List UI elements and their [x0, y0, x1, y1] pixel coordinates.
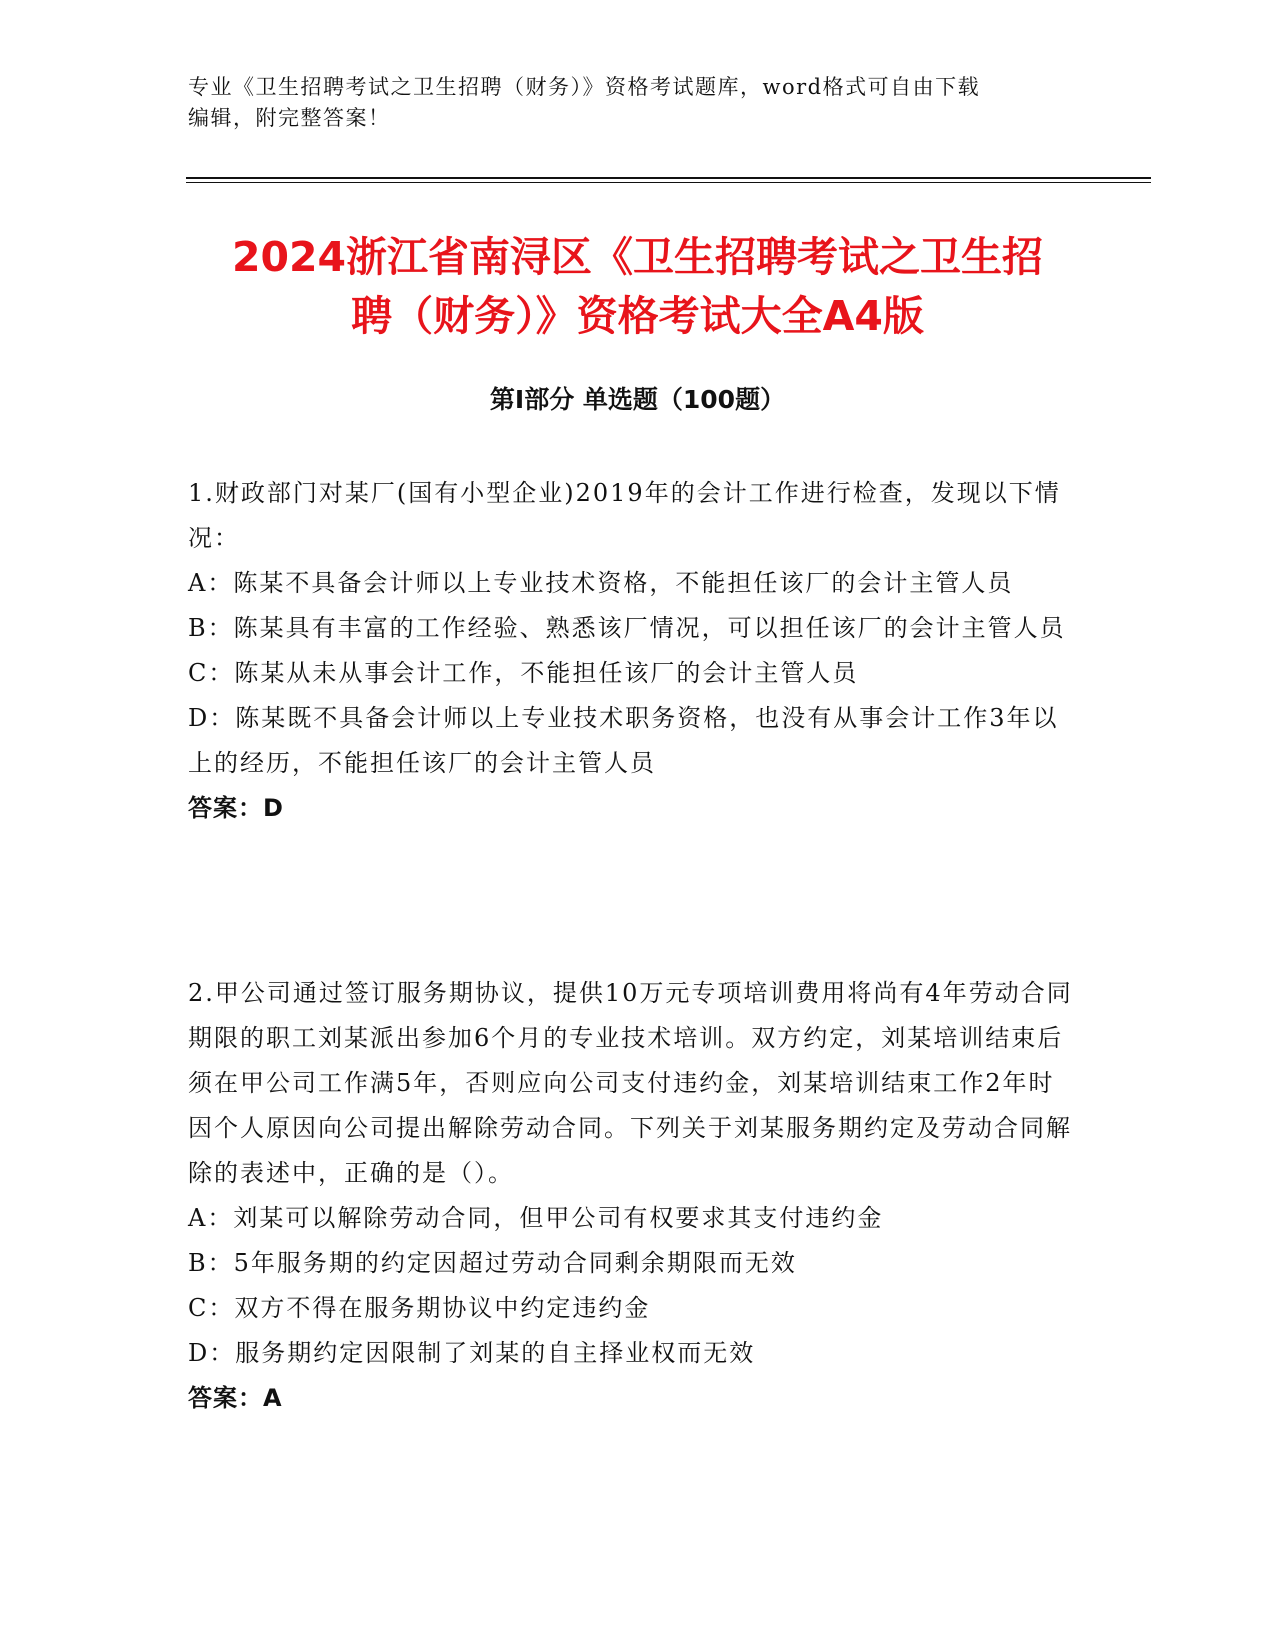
document-title-line-2: 聘（财务）》资格考试大全A4版	[351, 292, 924, 340]
question-block-2	[188, 971, 1078, 1421]
document-title	[150, 228, 1125, 346]
option-b: B：陈某具有丰富的工作经验、熟悉该厂情况，可以担任该厂的会计主管人员	[188, 614, 1066, 642]
option-a: A：陈某不具备会计师以上专业技术资格，不能担任该厂的会计主管人员	[188, 569, 1014, 597]
header-note	[188, 72, 1088, 134]
option-c: C：双方不得在服务期协议中约定违约金	[188, 1294, 651, 1322]
question-block-1	[188, 471, 1078, 831]
question-stem: 2.甲公司通过签订服务期协议，提供10万元专项培训费用将尚有4年劳动合同期限的职工刘某派出参加6个月的专业技术培训。双方约定，刘某培训结束后须在甲公司工作满5年，否则应向公司支付违约金，刘某培训结束工作2年时因个人原因向公司提出解除劳动合同。下列关于刘某服务期约定及劳动合同解除的表述中，正确的是（）。	[188, 979, 1073, 1187]
header-divider-thick	[186, 177, 1151, 179]
document-title-line-1: 2024浙江省南浔区《卫生招聘考试之卫生招	[231, 233, 1044, 281]
option-d: D：陈某既不具备会计师以上专业技术职务资格，也没有从事会计工作3年以上的经历，不能担任该厂的会计主管人员	[188, 704, 1059, 777]
option-a: A：刘某可以解除劳动合同，但甲公司有权要求其支付违约金	[188, 1204, 884, 1232]
answer-line: 答案：A	[188, 1384, 283, 1412]
header-divider-thin	[186, 182, 1151, 183]
header-note-line-2: 编辑，附完整答案！	[188, 106, 391, 130]
option-c: C：陈某从未从事会计工作，不能担任该厂的会计主管人员	[188, 659, 859, 687]
section-heading: 第Ⅰ部分 单选题（100题）	[489, 385, 786, 414]
question-stem: 1.财政部门对某厂(国有小型企业)2019年的会计工作进行检查，发现以下情况：	[188, 479, 1061, 552]
option-b: B：5年服务期的约定因超过劳动合同剩余期限而无效	[188, 1249, 797, 1277]
header-note-line-1: 专业《卫生招聘考试之卫生招聘（财务）》资格考试题库，word格式可自由下载	[188, 75, 981, 99]
answer-line: 答案：D	[188, 794, 284, 822]
option-d: D：服务期约定因限制了刘某的自主择业权而无效	[188, 1339, 756, 1367]
